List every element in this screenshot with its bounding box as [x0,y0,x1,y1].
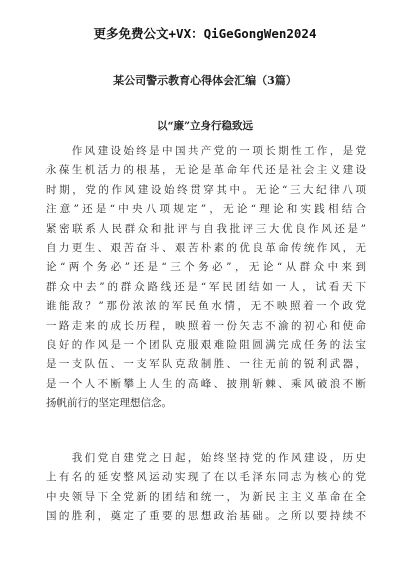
section-title: 以“廉”立身行稳致远 [156,120,254,132]
paragraph-line: 扬帆前行的坚定理想信念。 [46,397,172,410]
paragraph-line: 群众中去”的群众路线还是“军民团结如一人，试看天下 [46,280,366,293]
paragraph-line: 我们党自建党之日起，始终坚持党的作风建设，历史 [46,452,366,464]
paragraph-line: 国的胜利，奠定了重要的思想政治基础。之所以要持续不 [46,510,366,523]
paragraph-2 [46,449,366,527]
paragraph-line: 紧密联系人民群众和批评与自我批评三大优良作风还是” [46,222,366,235]
paragraph-line: 永葆生机活力的根基，无论是革命年代还是社会主义建设 [46,164,366,177]
document-title: 某公司警示教育心得体会汇编（3篇） [113,74,297,87]
paragraph-line: 论“两个务必”还是“三个务必”，无论“从群众中来到 [46,261,366,274]
paragraph-line: 一路走来的成长历程，映照着一份矢志不渝的初心和使命 [46,319,366,332]
promo-header: 更多免费公文+VX：QiGeGongWen2024 [93,26,317,41]
paragraph-line: 上有名的延安整风运动实现了在以毛泽东同志为核心的党 [46,471,366,484]
paragraph-line: 中央领导下全党新的团结和统一，为新民主主义革命在全 [46,490,366,503]
paragraph-line: 是一个人不断攀上人生的高峰、披荆斩棘、乘风破浪不断 [46,377,366,390]
paragraph-1 [46,142,366,413]
paragraph-line: 作风建设始终是中国共产党的一项长期性工作，是党 [46,145,366,157]
paragraph-line: 时期，党的作风建设始终贯穿其中。无论“三大纪律八项 [46,183,366,196]
paragraph-line: 是一支队伍、一支军队克敌制胜、一往无前的锐利武器， [46,358,366,371]
paragraph-line: 良好的作风是一个团队克服艰难险阻圆满完成任务的法宝 [46,338,366,351]
paragraph-line: 谁能敌？”那份浓浓的军民鱼水情，无不映照着一个政党 [46,300,366,313]
paragraph-line: 自力更生、艰苦奋斗、艰苦朴素的优良革命传统作风，无 [46,241,366,254]
paragraph-line: 注意”还是“中央八项规定”，无论“理论和实践相结合 [46,203,366,216]
